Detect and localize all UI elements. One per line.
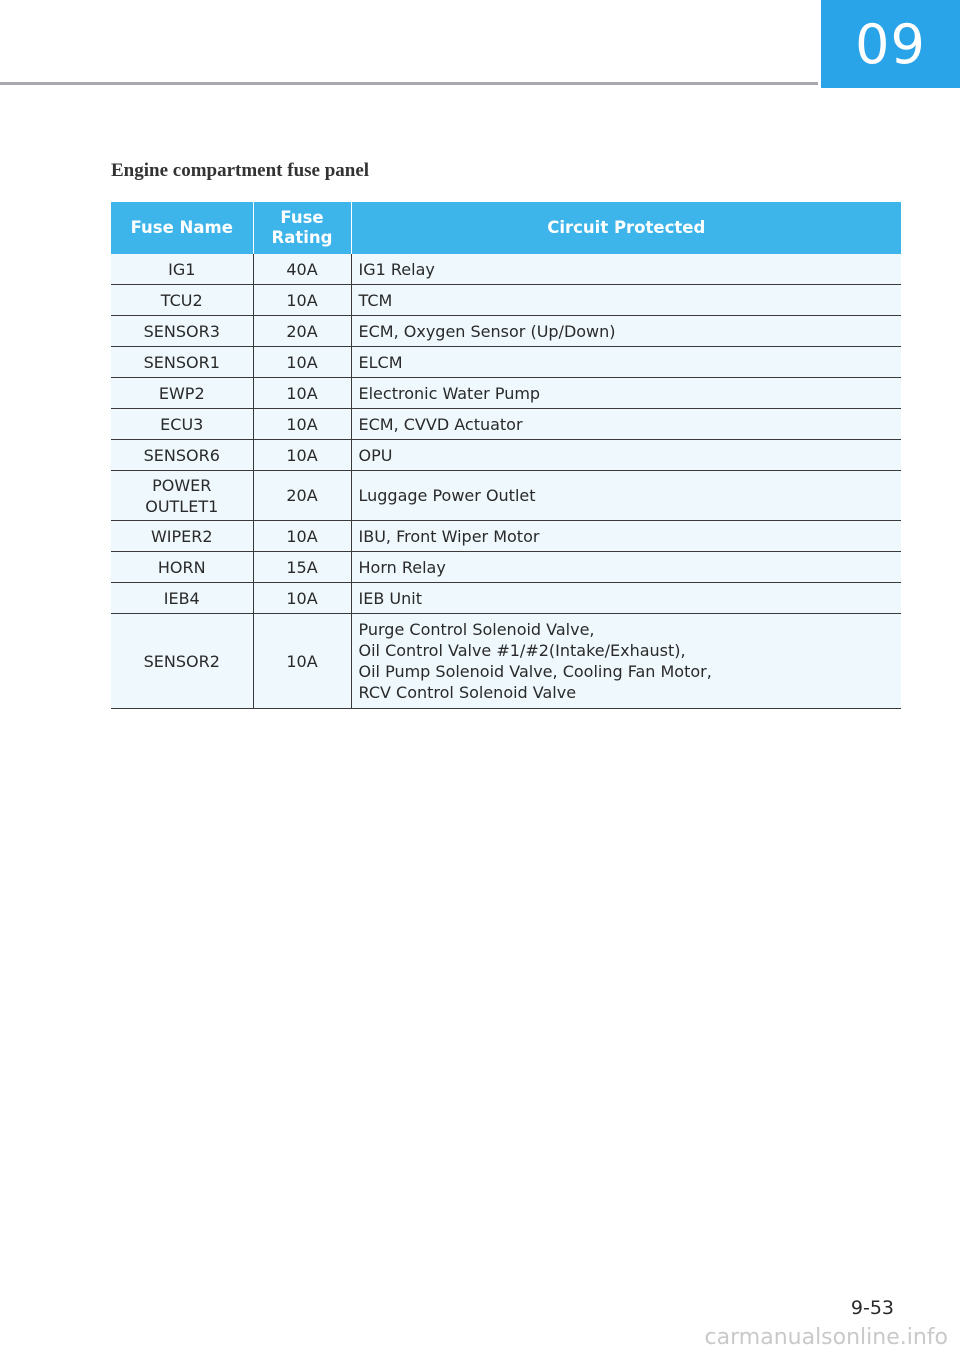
table-row — [111, 614, 901, 709]
table-row — [111, 409, 901, 440]
table-header-row — [111, 202, 901, 254]
fuse-rating-cell: 10A — [253, 347, 351, 378]
header-fuse-rating: Fuse Rating — [253, 202, 351, 254]
fuse-name-cell: IEB4 — [111, 583, 253, 614]
fuse-name-cell: WIPER2 — [111, 521, 253, 552]
fuse-rating-cell: 10A — [253, 440, 351, 471]
table-row — [111, 471, 901, 521]
watermark: carmanualsonline.info — [704, 1325, 948, 1350]
circuit-cell: ELCM — [351, 347, 901, 378]
table-row — [111, 583, 901, 614]
circuit-cell: IBU, Front Wiper Motor — [351, 521, 901, 552]
header-rule — [0, 82, 818, 85]
circuit-cell: IEB Unit — [351, 583, 901, 614]
fuse-rating-cell: 10A — [253, 583, 351, 614]
fuse-rating-cell: 20A — [253, 316, 351, 347]
fuse-name-cell: ECU3 — [111, 409, 253, 440]
fuse-rating-cell: 10A — [253, 285, 351, 316]
fuse-name-cell: SENSOR2 — [111, 614, 253, 709]
table-row — [111, 316, 901, 347]
chapter-tab — [821, 0, 960, 88]
fuse-rating-cell: 10A — [253, 378, 351, 409]
table-row — [111, 440, 901, 471]
circuit-cell: TCM — [351, 285, 901, 316]
table-row — [111, 552, 901, 583]
fuse-rating-cell: 20A — [253, 471, 351, 521]
header-fuse-name: Fuse Name — [111, 202, 253, 254]
circuit-cell: ECM, CVVD Actuator — [351, 409, 901, 440]
fuse-name-cell: POWER OUTLET1 — [111, 471, 253, 521]
fuse-rating-cell: 15A — [253, 552, 351, 583]
table-row — [111, 378, 901, 409]
fuse-rating-cell: 10A — [253, 614, 351, 709]
fuse-table — [111, 202, 901, 709]
circuit-cell: Electronic Water Pump — [351, 378, 901, 409]
fuse-name-cell: EWP2 — [111, 378, 253, 409]
circuit-cell: Purge Control Solenoid Valve, Oil Control Valve #1/#2(Intake/Exhaust), Oil Pump Solenoid Valve, Cooling Fan Motor, RCV Control Solenoid Valve — [351, 614, 901, 709]
circuit-cell: ECM, Oxygen Sensor (Up/Down) — [351, 316, 901, 347]
table-row — [111, 254, 901, 285]
fuse-rating-cell: 40A — [253, 254, 351, 285]
fuse-name-cell: SENSOR3 — [111, 316, 253, 347]
fuse-name-cell: HORN — [111, 552, 253, 583]
fuse-name-cell: SENSOR1 — [111, 347, 253, 378]
fuse-rating-cell: 10A — [253, 521, 351, 552]
circuit-cell: OPU — [351, 440, 901, 471]
section-title: Engine compartment fuse panel — [111, 160, 370, 181]
fuse-name-cell: TCU2 — [111, 285, 253, 316]
circuit-cell: Luggage Power Outlet — [351, 471, 901, 521]
page-number: 9-53 — [850, 1297, 894, 1319]
fuse-name-cell: SENSOR6 — [111, 440, 253, 471]
fuse-name-cell: IG1 — [111, 254, 253, 285]
circuit-cell: Horn Relay — [351, 552, 901, 583]
chapter-number: 09 — [855, 12, 926, 76]
table-row — [111, 521, 901, 552]
header-circuit-protected: Circuit Protected — [351, 202, 901, 254]
table-row — [111, 285, 901, 316]
fuse-rating-cell: 10A — [253, 409, 351, 440]
circuit-cell: IG1 Relay — [351, 254, 901, 285]
table-row — [111, 347, 901, 378]
